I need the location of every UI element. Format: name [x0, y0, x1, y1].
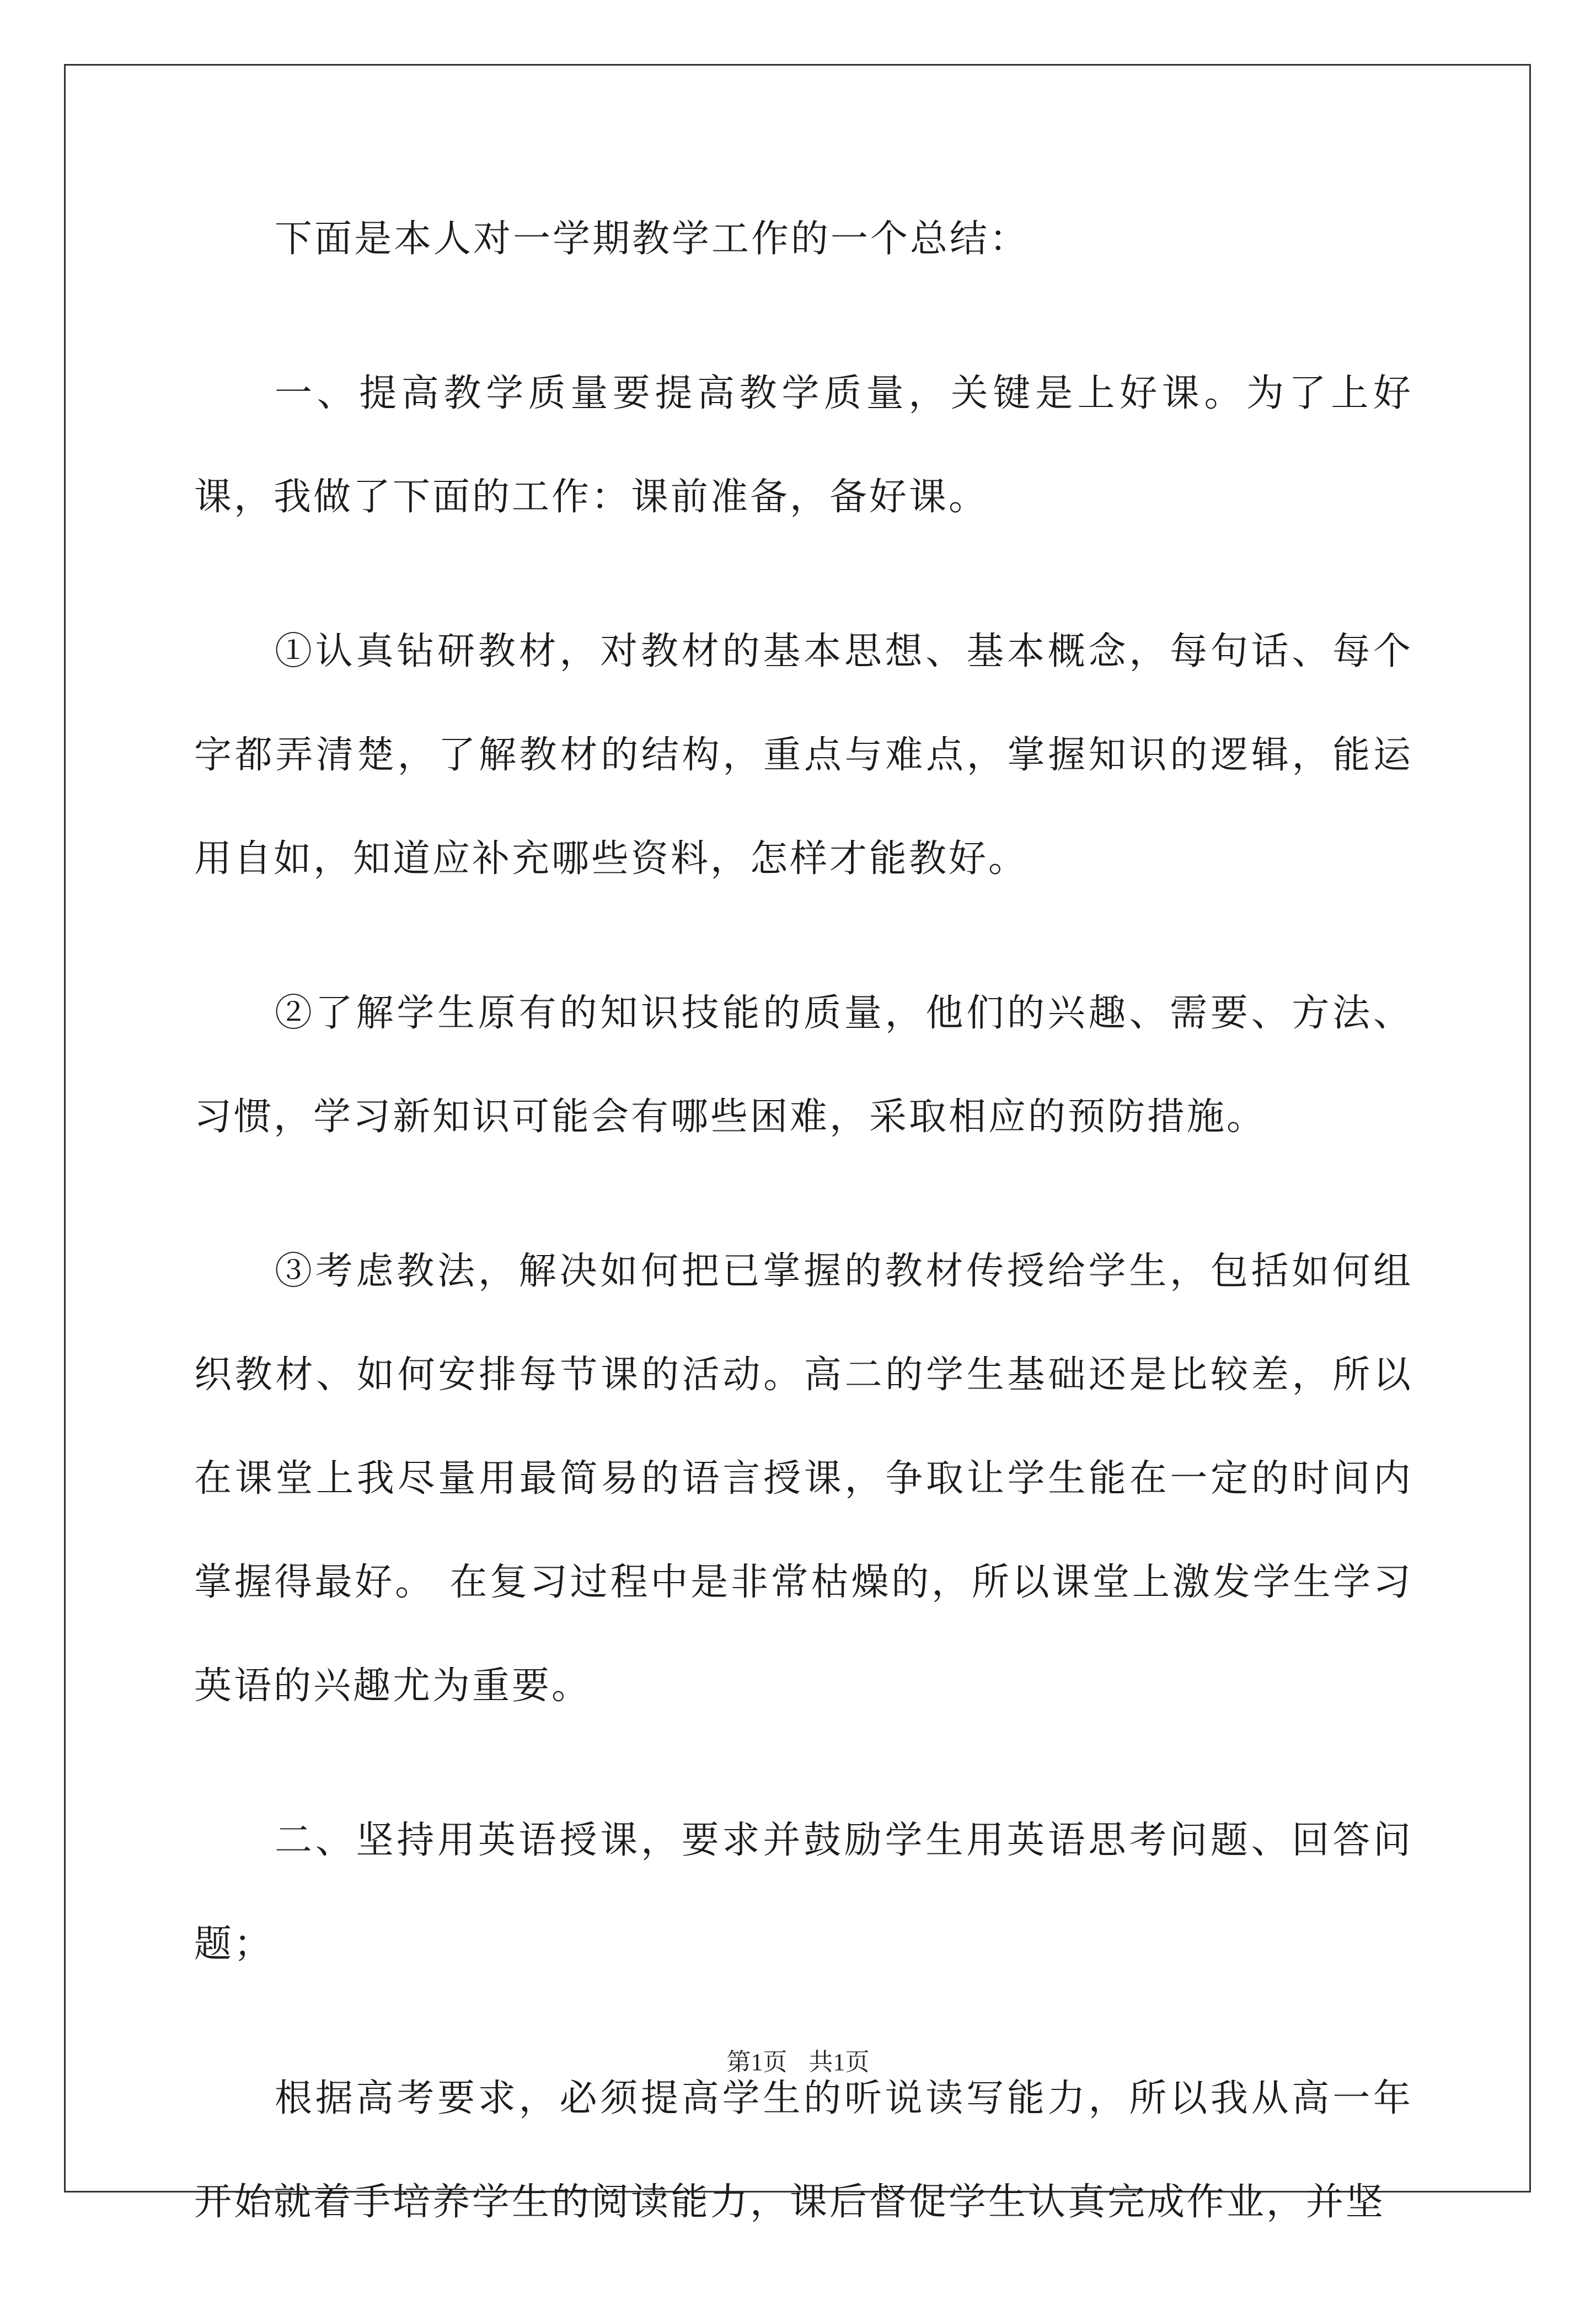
document-body: [194, 217, 1413, 2305]
page-total: 共1页: [808, 2049, 870, 2076]
page-number: 第1页: [726, 2049, 788, 2076]
paragraph-section-1: 一、提高教学质量要提高教学质量，关键是上好课。为了上好课，我做了下面的工作：课前准备，备好课。: [194, 372, 1413, 519]
paragraph-intro: 下面是本人对一学期教学工作的一个总结：: [275, 217, 1030, 261]
paragraph-section-2: 二、坚持用英语授课，要求并鼓励学生用英语思考问题、回答问题；: [194, 1819, 1413, 1966]
page-footer: [0, 2042, 1596, 2077]
paragraph-item-1: ①认真钻研教材，对教材的基本思想、基本概念，每句话、每个字都弄清楚，了解教材的结构，重点与难点，掌握知识的逻辑，能运用自如，知道应补充哪些资料，怎样才能教好。: [194, 630, 1413, 881]
paragraph-item-3: ③考虑教法，解决如何把已掌握的教材传授给学生，包括如何组织教材、如何安排每节课的活动。高二的学生基础还是比较差，所以在课堂上我尽量用最简易的语言授课，争取让学生能在一定的时间内掌握得最好。 在复习过程中是非常枯燥的，所以课堂上激发学生学习英语的兴趣尤为重要。: [194, 1250, 1413, 1708]
paragraph-continuation: 根据高考要求，必须提高学生的听说读写能力，所以我从高一年开始就着手培养学生的阅读能力，课后督促学生认真完成作业，并坚: [194, 2077, 1413, 2224]
paragraph-item-2: ②了解学生原有的知识技能的质量，他们的兴趣、需要、方法、习惯，学习新知识可能会有哪些困难，采取相应的预防措施。: [194, 991, 1413, 1139]
